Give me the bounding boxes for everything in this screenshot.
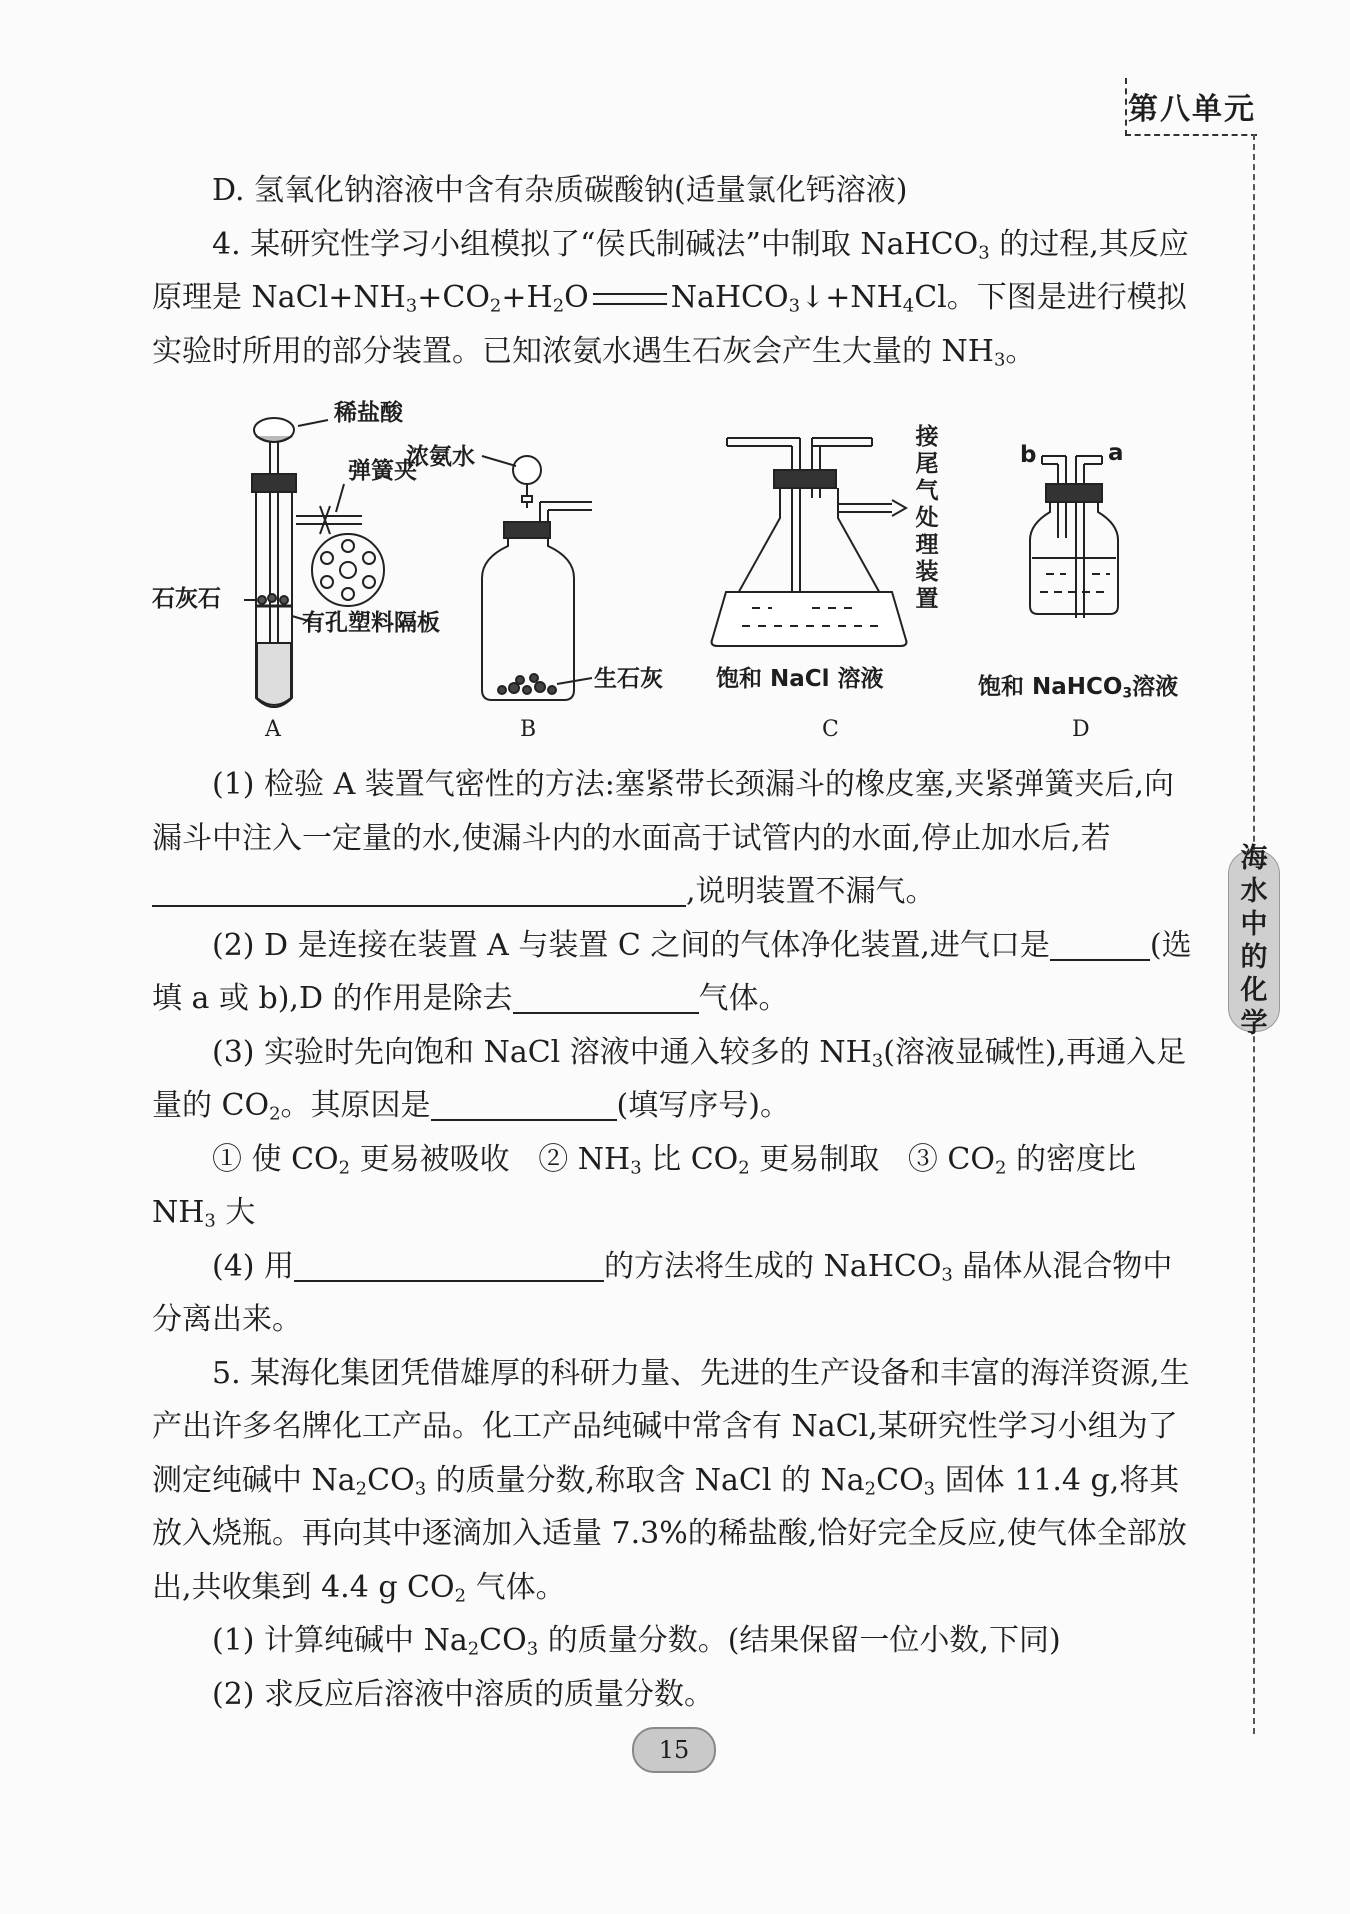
q4-sub-2: (2) D 是连接在装置 A 与装置 C 之间的气体净化装置,进气口是 (选填 a 或 b),D 的作用是除去 气体。 (152, 927, 1192, 1016)
label-spring-clip: 弹簧夹 (348, 458, 417, 484)
caption-d: D (1072, 717, 1090, 742)
apparatus-drawing (152, 378, 1197, 758)
apparatus-figure (152, 378, 1197, 758)
caption-a: A (265, 717, 281, 742)
side-tab-char: 的 (1240, 942, 1268, 973)
answer-blank[interactable] (1050, 929, 1150, 961)
answer-blank[interactable] (431, 1089, 617, 1121)
answer-blank[interactable] (294, 1250, 604, 1282)
side-tab-char: 海 (1240, 843, 1268, 874)
q5-sub-1: (1) 计算纯碱中 $Na_2CO_3$ 的质量分数。(结果保留一位小数,下同) (212, 1623, 1061, 1660)
main-content (152, 164, 1197, 1721)
label-port-a: a (1108, 440, 1124, 466)
page-number: 15 (632, 1727, 716, 1773)
caption-c: C (822, 717, 839, 742)
answer-blank[interactable] (152, 875, 686, 907)
unit-header: 第八单元 (1125, 78, 1257, 136)
label-nacl-solution: 饱和 NaCl 溶液 (716, 666, 884, 692)
label-perforated-plate: 有孔塑料隔板 (302, 610, 440, 636)
q4-sub-3-options: ① 使 $CO_2$ 更易被吸收 ② $NH_3$ 比 $CO_2$ 更易制取 ③ $CO_2$ 的密度比 $NH_3$ 大 (152, 1141, 1136, 1232)
answer-blank[interactable] (513, 982, 699, 1014)
q4-sub-3: (3) 实验时先向饱和 NaCl 溶液中通入较多的 $NH_3$(溶液显碱性),再通入足量的 $CO_2$。其原因是 (填写序号)。 (152, 1034, 1187, 1125)
q5-sub-2: (2) 求反应后溶液中溶质的质量分数。 (212, 1676, 715, 1712)
question-4-stem: 4. 某研究性学习小组模拟了“侯氏制碱法”中制取 NaHCO$_3$ 的过程,其反应原理是 $NaCl+NH_3+CO_2+H_2O$ $NaHCO_3↓+NH_4Cl$。下图是进行模拟实验时所用的部分装置。已知浓氨水遇生石灰会产生大量的 $NH_3$。 (152, 226, 1189, 370)
side-tab-char: 中 (1240, 909, 1268, 940)
q4-sub-1: (1) 检验 A 装置气密性的方法:塞紧带长颈漏斗的橡皮塞,夹紧弹簧夹后,向漏斗中注入一定量的水,使漏斗内的水面高于试管内的水面,停止加水后,若,说明装置不漏气。 (152, 767, 1174, 909)
question-5-stem: 5. 某海化集团凭借雄厚的科研力量、先进的生产设备和丰富的海洋资源,生产出许多名牌化工产品。化工产品纯碱中常含有 NaCl,某研究性学习小组为了测定纯碱中 $Na_2CO_3$ 的质量分数,称取含 NaCl 的 $Na_2CO_3$ 固体 11.4 g,将其放入烧瓶。再向其中逐滴加入适量 7.3%的稀盐酸,恰好完全反应,使气体全部放出,共收集到 4.4 g $CO_2$ 气体。 (152, 1355, 1190, 1606)
option-d: D. 氢氧化钠溶液中含有杂质碳酸钠(适量氯化钙溶液) (212, 173, 908, 208)
side-tab-char: 学 (1240, 1008, 1268, 1039)
side-tab-char: 水 (1240, 876, 1268, 907)
label-port-b: b (1020, 442, 1037, 468)
label-dilute-hcl: 稀盐酸 (334, 400, 403, 426)
label-limestone: 石灰石 (152, 586, 221, 612)
reaction-equals (593, 293, 667, 305)
chapter-side-tab (1228, 843, 1280, 1039)
label-tail-gas: 接尾气处理装置 (915, 424, 939, 612)
q4-sub-4: (4) 用 的方法将生成的 NaHCO$_3$ 晶体从混合物中分离出来。 (152, 1248, 1173, 1337)
caption-b: B (520, 717, 537, 742)
side-tab-char: 化 (1240, 975, 1268, 1006)
label-conc-ammonia: 浓氨水 (406, 444, 475, 470)
label-quicklime: 生石灰 (594, 666, 663, 692)
label-nahco3-solution: 饱和 NaHCO$_3$溶液 (978, 674, 1179, 702)
